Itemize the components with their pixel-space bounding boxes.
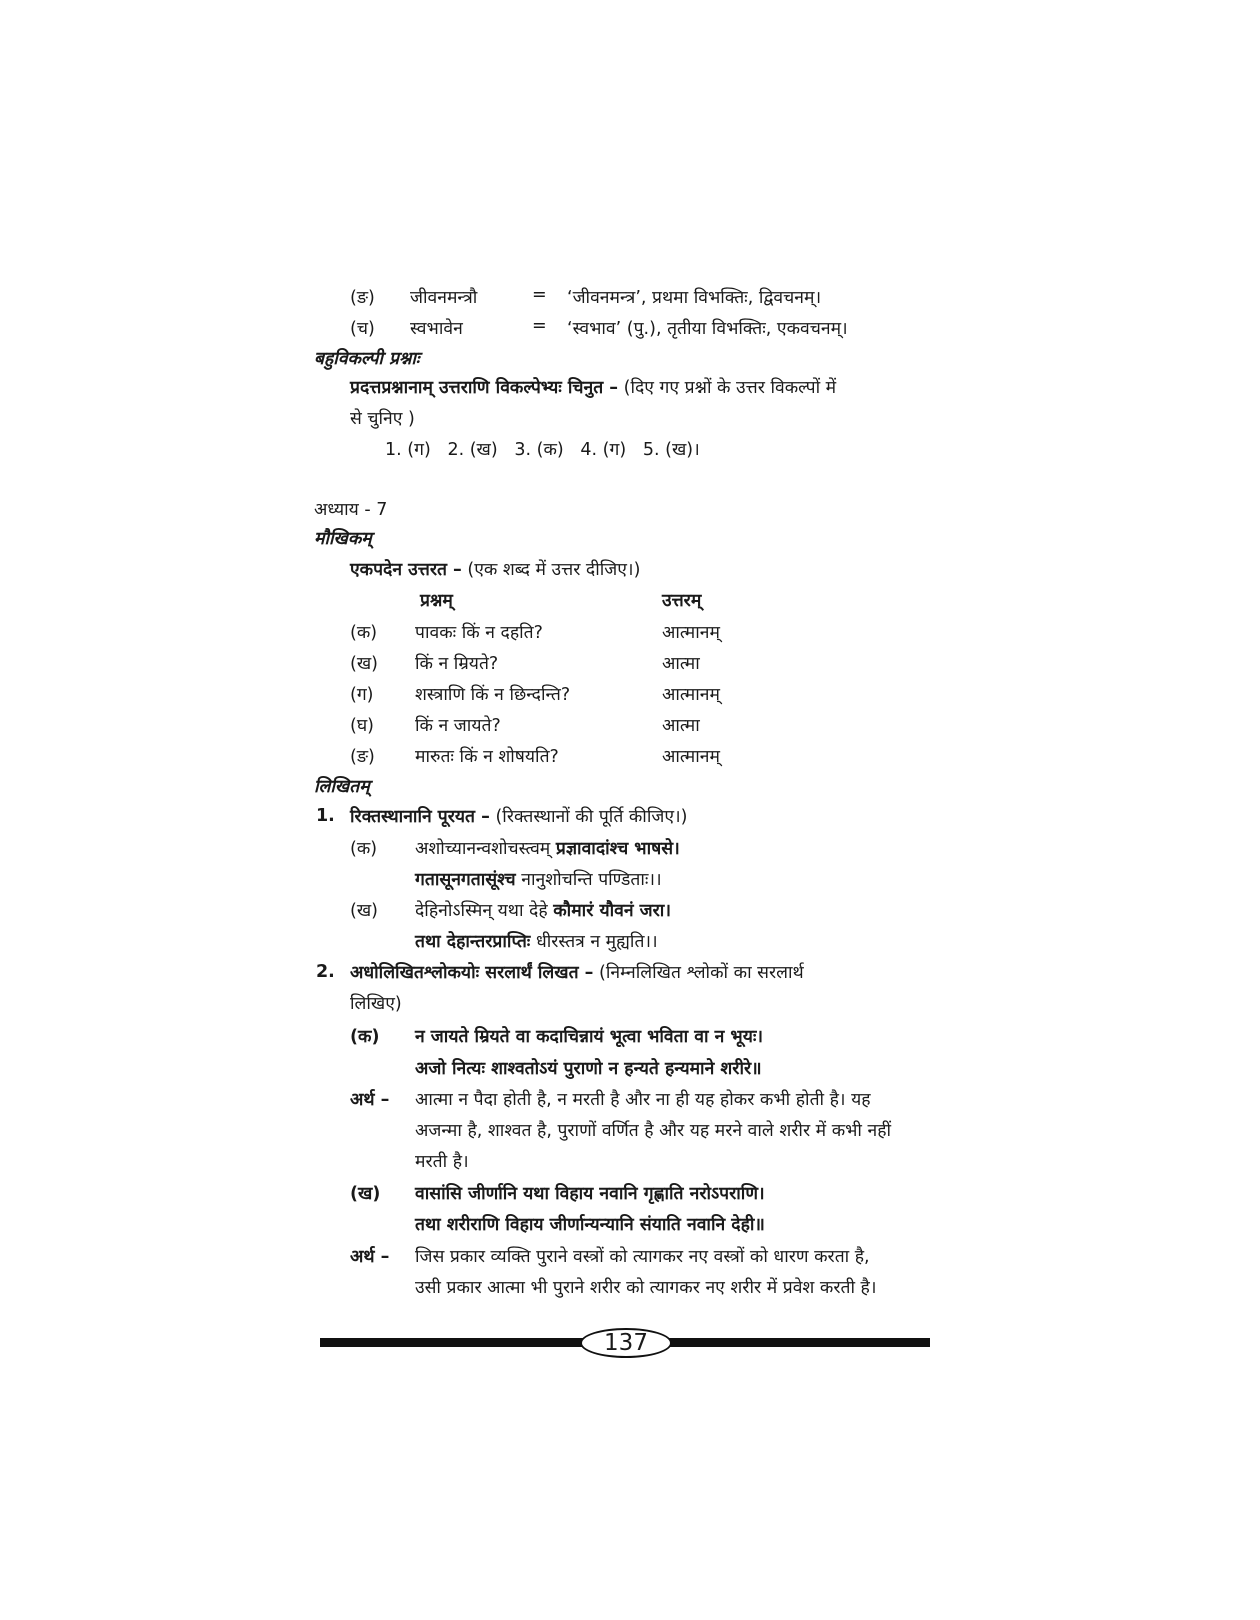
oral-row-label: (ख) <box>350 654 378 674</box>
mcq-instruction-text: (दिए गए प्रश्नों के उत्तर विकल्पों में <box>623 378 837 398</box>
q1-kha-line1 <box>415 898 671 922</box>
q2-kha-label: (ख) <box>350 1184 381 1204</box>
vigraha-meaning-2: ‘स्वभाव’ (पु.), तृतीया विभक्तिः, एकवचनम्। <box>567 319 848 339</box>
oral-row-answer: आत्मा <box>662 654 700 674</box>
oral-row-question: किं न जायते? <box>415 716 501 736</box>
oral-row-question: किं न म्रियते? <box>415 654 499 674</box>
q2-instruction-cont: लिखिए) <box>350 994 402 1014</box>
q1-ka-label: (क) <box>350 839 378 859</box>
q1-ka-line2-plain: नानुशोचन्ति पण्डिताः।। <box>521 870 662 890</box>
q2-number: 2. <box>316 962 335 982</box>
oral-instruction-text: (एक शब्द में उत्तर दीजिए।) <box>467 560 641 580</box>
q1-kha-line2-plain: धीरस्तत्र न मुह्यति।। <box>535 932 658 952</box>
oral-row-label: (ग) <box>350 685 374 705</box>
oral-heading: मौखिकम् <box>314 529 372 549</box>
q1-ka-line1 <box>415 836 680 860</box>
q2-kha-artha-label: अर्थ – <box>350 1247 390 1267</box>
q2-ka-label: (क) <box>350 1027 380 1047</box>
mcq-heading: बहुविकल्पी प्रश्नाः <box>314 349 420 369</box>
oral-row-label: (घ) <box>350 716 374 736</box>
written-heading: लिखितम् <box>314 777 370 797</box>
q2-instruction-bold: अधोलिखितश्लोकयोः सरलार्थं लिखत – <box>350 963 594 983</box>
vigraha-word-2: स्वभावेन <box>410 319 463 339</box>
oral-row-question: शस्त्राणि किं न छिन्दन्ति? <box>415 685 571 705</box>
q1-instruction-text: (रिक्तस्थानों की पूर्ति कीजिए।) <box>495 807 688 827</box>
vigraha-meaning-1: ‘जीवनमन्त्र’, प्रथमा विभक्तिः, द्विवचनम्। <box>567 288 822 308</box>
q1-ka-line2-bold: गतासूनगतासूंश्च <box>415 870 516 890</box>
q2-ka-artha-line1: आत्मा न पैदा होती है, न मरती है और ना ही यह होकर कभी होती है। यह <box>415 1090 871 1110</box>
q1-ka-line1-bold: प्रज्ञावादांश्च भाषसे। <box>555 839 680 859</box>
oral-row-question: मारुतः किं न शोषयति? <box>415 747 559 767</box>
q2-ka-artha-line3: मरती है। <box>415 1152 469 1172</box>
mcq-instruction-cont: से चुनिए ) <box>350 409 415 429</box>
q1-number: 1. <box>316 806 335 826</box>
mcq-instruction-bold: प्रदत्तप्रश्नानाम् उत्तराणि विकल्पेभ्यः चिनुत – <box>350 378 619 398</box>
oral-instruction-bold: एकपदेन उत्तरत – <box>350 560 462 580</box>
col-answer-header: उत्तरम् <box>662 591 702 611</box>
q1-kha-line2 <box>415 929 658 953</box>
q1-instruction-bold: रिक्तस्थानानि पूरयत – <box>350 807 490 827</box>
page-number <box>580 1328 672 1358</box>
oral-row-answer: आत्मानम् <box>662 747 720 767</box>
oral-row-label: (क) <box>350 623 378 643</box>
q2-ka-shloka-line2: अजो नित्यः शाश्वतोऽयं पुराणो न हन्यते हन्यमाने शरीरे॥ <box>415 1059 762 1079</box>
chapter-title: अध्याय - 7 <box>314 500 388 520</box>
q2-instruction-text: (निम्नलिखित श्लोकों का सरलार्थ <box>599 963 804 983</box>
vigraha-label-2: (च) <box>350 319 375 339</box>
q2-ka-shloka-line1: न जायते म्रियते वा कदाचिन्नायं भूत्वा भविता वा न भूयः। <box>415 1027 764 1047</box>
q1-kha-label: (ख) <box>350 901 378 921</box>
oral-row-answer: आत्मानम् <box>662 685 720 705</box>
q1-instruction <box>350 804 687 828</box>
vigraha-label-1: (ङ) <box>350 288 375 308</box>
q2-kha-artha-line1: जिस प्रकार व्यक्ति पुराने वस्त्रों को त्यागकर नए वस्त्रों को धारण करता है, <box>415 1247 870 1267</box>
q2-kha-shloka-line1: वासांसि जीर्णानि यथा विहाय नवानि गृह्णाति नरोऽपराणि। <box>415 1184 765 1204</box>
q1-kha-line1-bold: कौमारं यौवनं जरा। <box>553 901 671 921</box>
vigraha-eq-1: = <box>532 285 547 305</box>
mcq-answers: 1. (ग) 2. (ख) 3. (क) 4. (ग) 5. (ख)। <box>385 440 700 460</box>
q2-kha-shloka-line2: तथा शरीराणि विहाय जीर्णान्यन्यानि संयाति नवानि देही॥ <box>415 1215 765 1235</box>
page-number-text: 137 <box>604 1330 648 1356</box>
oral-row-question: पावकः किं न दहति? <box>415 623 543 643</box>
q1-ka-line1-plain: अशोच्यानन्वशोचस्त्वम् <box>415 839 551 859</box>
mcq-instruction <box>350 375 836 399</box>
oral-instruction <box>350 557 640 581</box>
q1-kha-line1-plain: देहिनोऽस्मिन् यथा देहे <box>415 901 548 921</box>
vigraha-word-1: जीवनमन्त्रौ <box>410 288 478 308</box>
vigraha-eq-2: = <box>532 316 547 336</box>
q2-kha-artha-line2: उसी प्रकार आत्मा भी पुराने शरीर को त्यागकर नए शरीर में प्रवेश करती है। <box>415 1278 877 1298</box>
oral-row-label: (ङ) <box>350 747 375 767</box>
q1-ka-line2 <box>415 867 662 891</box>
q2-ka-artha-line2: अजन्मा है, शाश्वत है, पुराणों वर्णित है और यह मरने वाले शरीर में कभी नहीं <box>415 1121 892 1141</box>
q2-ka-artha-label: अर्थ – <box>350 1090 390 1110</box>
oral-row-answer: आत्मा <box>662 716 700 736</box>
q1-kha-line2-bold: तथा देहान्तरप्राप्तिः <box>415 932 531 952</box>
oral-row-answer: आत्मानम् <box>662 623 720 643</box>
col-question-header: प्रश्नम् <box>420 591 453 611</box>
q2-instruction <box>350 960 804 984</box>
